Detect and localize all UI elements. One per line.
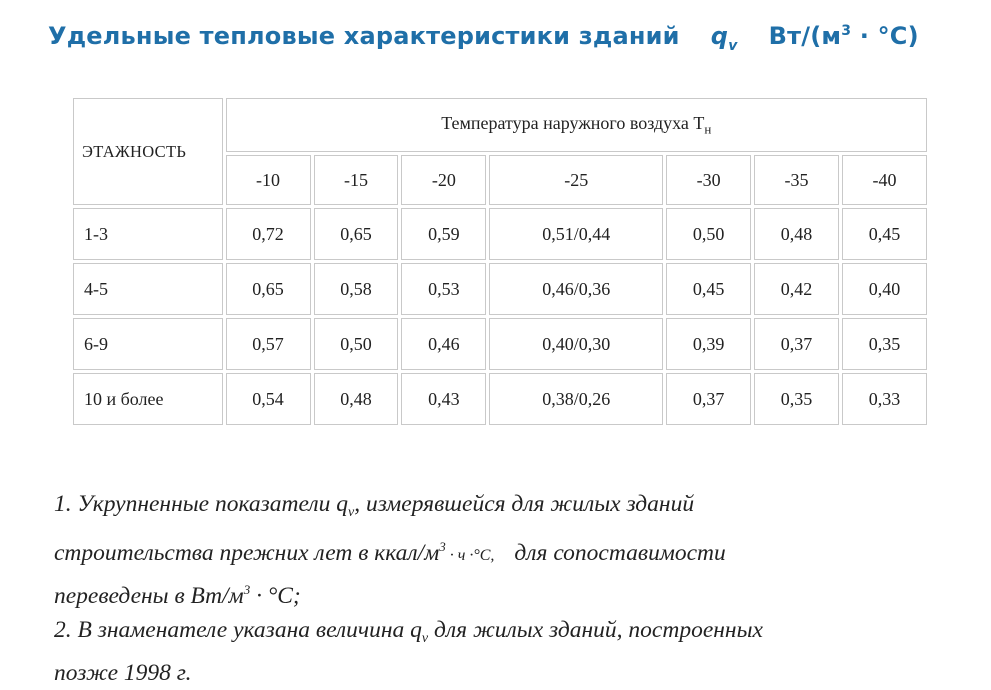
value-cell: 0,33 — [842, 373, 927, 425]
value-cell: 0,45 — [666, 263, 751, 315]
note-sub: v — [347, 505, 355, 520]
temperature-col: -40 — [842, 155, 927, 205]
value-cell: 0,50 — [314, 318, 399, 370]
value-cell: 0,65 — [314, 208, 399, 260]
floors-header: ЭТАЖНОСТЬ — [73, 98, 223, 205]
floors-cell: 1-3 — [73, 208, 223, 260]
value-cell: 0,65 — [226, 263, 311, 315]
value-cell: 0,46/0,36 — [489, 263, 663, 315]
note-1-line-3 — [54, 573, 954, 613]
note-1-line-1 — [54, 487, 954, 530]
value-cell: 0,45 — [842, 208, 927, 260]
floors-cell: 10 и более — [73, 373, 223, 425]
title-unit-suffix: · °C) — [851, 22, 919, 50]
table-row — [73, 263, 927, 315]
value-cell: 0,59 — [401, 208, 486, 260]
table-row — [73, 208, 927, 260]
note-2-line-2 — [54, 656, 954, 690]
title-text: Удельные тепловые характеристики зданий — [48, 22, 680, 50]
temperature-col: -35 — [754, 155, 839, 205]
temperature-col: -20 — [401, 155, 486, 205]
note-sup: 3 — [439, 539, 446, 554]
value-cell: 0,42 — [754, 263, 839, 315]
value-cell: 0,40 — [842, 263, 927, 315]
note-sub: v — [421, 631, 429, 646]
value-cell: 0,48 — [314, 373, 399, 425]
value-cell: 0,35 — [754, 373, 839, 425]
note-text: 2. В знаменателе указана величина q — [54, 617, 422, 643]
note-text: позже 1998 г. — [54, 660, 192, 686]
value-cell: 0,40/0,30 — [489, 318, 663, 370]
table-row — [73, 373, 927, 425]
note-text: , измерявшейся для жилых зданий — [354, 491, 695, 517]
temperature-col: -25 — [489, 155, 663, 205]
heat-characteristics-table — [70, 95, 930, 427]
title-symbol: q — [710, 22, 729, 50]
temperature-header-text: Температура наружного воздуха Т — [441, 112, 705, 133]
title-unit-prefix: Вт/(м — [768, 22, 842, 50]
floors-cell: 4-5 — [73, 263, 223, 315]
value-cell: 0,72 — [226, 208, 311, 260]
value-cell: 0,50 — [666, 208, 751, 260]
value-cell: 0,38/0,26 — [489, 373, 663, 425]
value-cell: 0,37 — [666, 373, 751, 425]
value-cell: 0,39 — [666, 318, 751, 370]
note-text: строительства прежних лет в ккал/м — [54, 540, 440, 566]
note-text: для жилых зданий, построенных — [428, 617, 763, 643]
note-text: для сопоставимости — [514, 540, 726, 566]
temperature-header — [226, 98, 927, 152]
value-cell: 0,53 — [401, 263, 486, 315]
value-cell: 0,48 — [754, 208, 839, 260]
value-cell: 0,43 — [401, 373, 486, 425]
note-text: 1. Укрупненные показатели q — [54, 491, 348, 517]
temperature-header-sub: н — [704, 121, 712, 137]
value-cell: 0,54 — [226, 373, 311, 425]
value-cell: 0,51/0,44 — [489, 208, 663, 260]
temperature-col: -10 — [226, 155, 311, 205]
footnotes — [54, 487, 954, 690]
floors-cell: 6-9 — [73, 318, 223, 370]
note-1-line-2 — [54, 530, 954, 573]
value-cell: 0,35 — [842, 318, 927, 370]
title-symbol-sub: v — [728, 37, 738, 54]
note-text: переведены в Вт/м — [54, 583, 244, 609]
note-text: · ч ·°С, — [445, 547, 495, 564]
note-2-line-1 — [54, 613, 954, 656]
value-cell: 0,58 — [314, 263, 399, 315]
temperature-col: -30 — [666, 155, 751, 205]
value-cell: 0,37 — [754, 318, 839, 370]
value-cell: 0,57 — [226, 318, 311, 370]
temperature-col: -15 — [314, 155, 399, 205]
note-text: · °С; — [250, 583, 301, 609]
page-title — [48, 22, 919, 54]
value-cell: 0,46 — [401, 318, 486, 370]
title-unit-sup: 3 — [841, 23, 852, 39]
table-row — [73, 318, 927, 370]
note-sup: 3 — [243, 582, 251, 597]
